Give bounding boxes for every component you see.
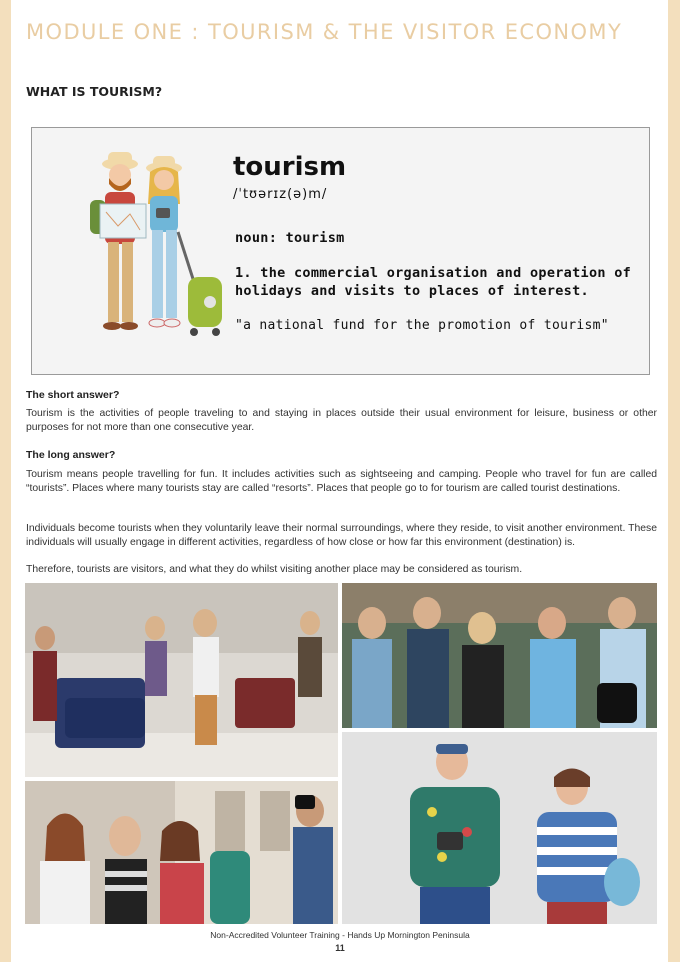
long-answer-paragraph-2: Individuals become tourists when they voluntarily leave their normal surroundings, where they reside, to visit another environment. These individuals will usually engage in different activities, regardless of how close or how far this environment (destination) is. — [26, 523, 657, 548]
definition-word: tourism — [233, 152, 347, 182]
short-answer-text: Tourism is the activities of people traveling to and staying in places outside their usual environment for leisure, business or other purposes for not more than one consecutive year. — [26, 408, 657, 433]
definition-box — [31, 127, 650, 375]
section-heading: WHAT IS TOURISM? — [26, 84, 163, 99]
tourist-group-photo — [342, 583, 657, 728]
two-tourists-photo — [342, 732, 657, 924]
long-answer-paragraph-1: Tourism means people travelling for fun. It includes activities such as sightseeing and camping. People who travel for fun are called “tourists”. Places where many tourists stay are called “resorts”. Places that people go to for tourism are called tourist destinations. — [26, 469, 657, 494]
tourist-couple-illustration — [60, 142, 230, 352]
module-title: MODULE ONE : TOURISM & THE VISITOR ECONOMY — [26, 20, 623, 44]
definition-example: "a national fund for the promotion of tourism" — [235, 318, 609, 333]
definition-part-of-speech: noun: tourism — [235, 230, 345, 246]
definition-meaning: 1. the commercial organisation and operation of holidays and visits to places of interest. — [235, 265, 632, 299]
airport-travellers-photo — [25, 583, 338, 777]
short-answer-heading: The short answer? — [26, 389, 120, 401]
page-number: 11 — [335, 943, 345, 953]
long-answer-paragraph-3: Therefore, tourists are visitors, and what they do whilst visiting another place may be considered as tourism. — [26, 564, 523, 575]
long-answer-heading: The long answer? — [26, 449, 116, 461]
footer-text: Non-Accredited Volunteer Training - Hands Up Mornington Peninsula — [210, 930, 470, 940]
tourists-with-map-photo — [25, 781, 338, 924]
left-border-bar — [0, 0, 11, 962]
right-border-bar — [668, 0, 680, 962]
definition-pronunciation: /ˈtʊərɪz(ə)m/ — [233, 187, 328, 202]
